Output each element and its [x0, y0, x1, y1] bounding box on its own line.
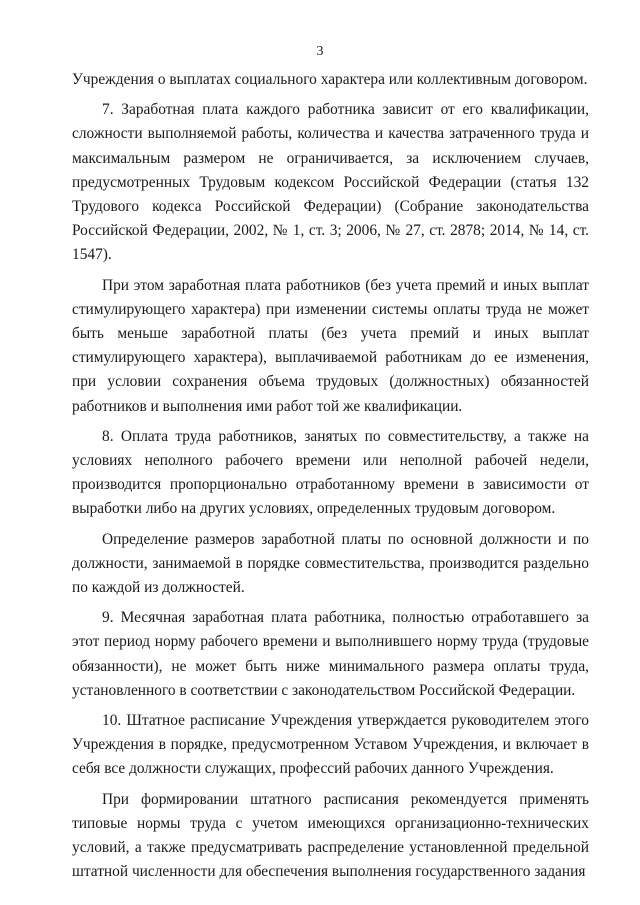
paragraph-item-7-note: При этом заработная плата работников (без учета премий и иных выплат стимулирующего характера) при изменении системы оплаты труда не может быть меньше заработной платы (без учета премий и иных выплат стимулирующего характера), выплачиваемой работникам до ее изменения, при условии сохранения объема трудовых (должностных) обязанностей работников и выполнения ими работ той же квалификации.	[72, 276, 589, 415]
paragraph-item-10: 10. Штатное расписание Учреждения утверждается руководителем этого Учреждения в порядке, предусмотренном Уставом Учреждения, и включает в себя все должности служащих, профессий рабочих данного Учреждения.	[72, 712, 589, 778]
paragraph-item-7: 7. Заработная плата каждого работника зависит от его квалификации, сложности выполняемой работы, количества и качества затраченного труда и максимальным размером не ограничивается, за исключением случаев, предусмотренных Трудовым кодексом Российской Федерации (статья 132 Трудового кодекса Российской Федерации) (Собрание законодательства Российской Федерации, 2002, № 1, ст. 3; 2006, № 27, ст. 2878; 2014, № 14, ст. 1547).	[72, 101, 589, 264]
paragraph-item-10-note: При формировании штатного расписания рекомендуется применять типовые нормы труда с учетом имеющихся организационно-технических условий, а также предусматривать распределение установленной предельной штатной численности для обеспечения выполнения государственного задания	[72, 790, 589, 881]
paragraph-item-8: 8. Оплата труда работников, занятых по совместительству, а также на условиях неполного рабочего времени или неполной рабочей недели, производится пропорционально отработанному времени в зависимости от выработки либо на других условиях, определенных трудовым договором.	[72, 427, 589, 518]
document-body	[72, 68, 589, 891]
paragraph-item-9: 9. Месячная заработная плата работника, полностью отработавшего за этот период норму рабочего времени и выполнившего норму труда (трудовые обязанности), не может быть ниже минимального размера оплаты труда, установленного в соответствии с законодательством Российской Федерации.	[72, 609, 589, 699]
paragraph-item-8-note: Определение размеров заработной платы по основной должности и по должности, занимаемой в порядке совместительства, производится раздельно по каждой из должностей.	[72, 530, 589, 597]
page-number: 3	[316, 44, 324, 59]
paragraph-continuation: Учреждения о выплатах социального характера или коллективным договором.	[72, 71, 588, 88]
